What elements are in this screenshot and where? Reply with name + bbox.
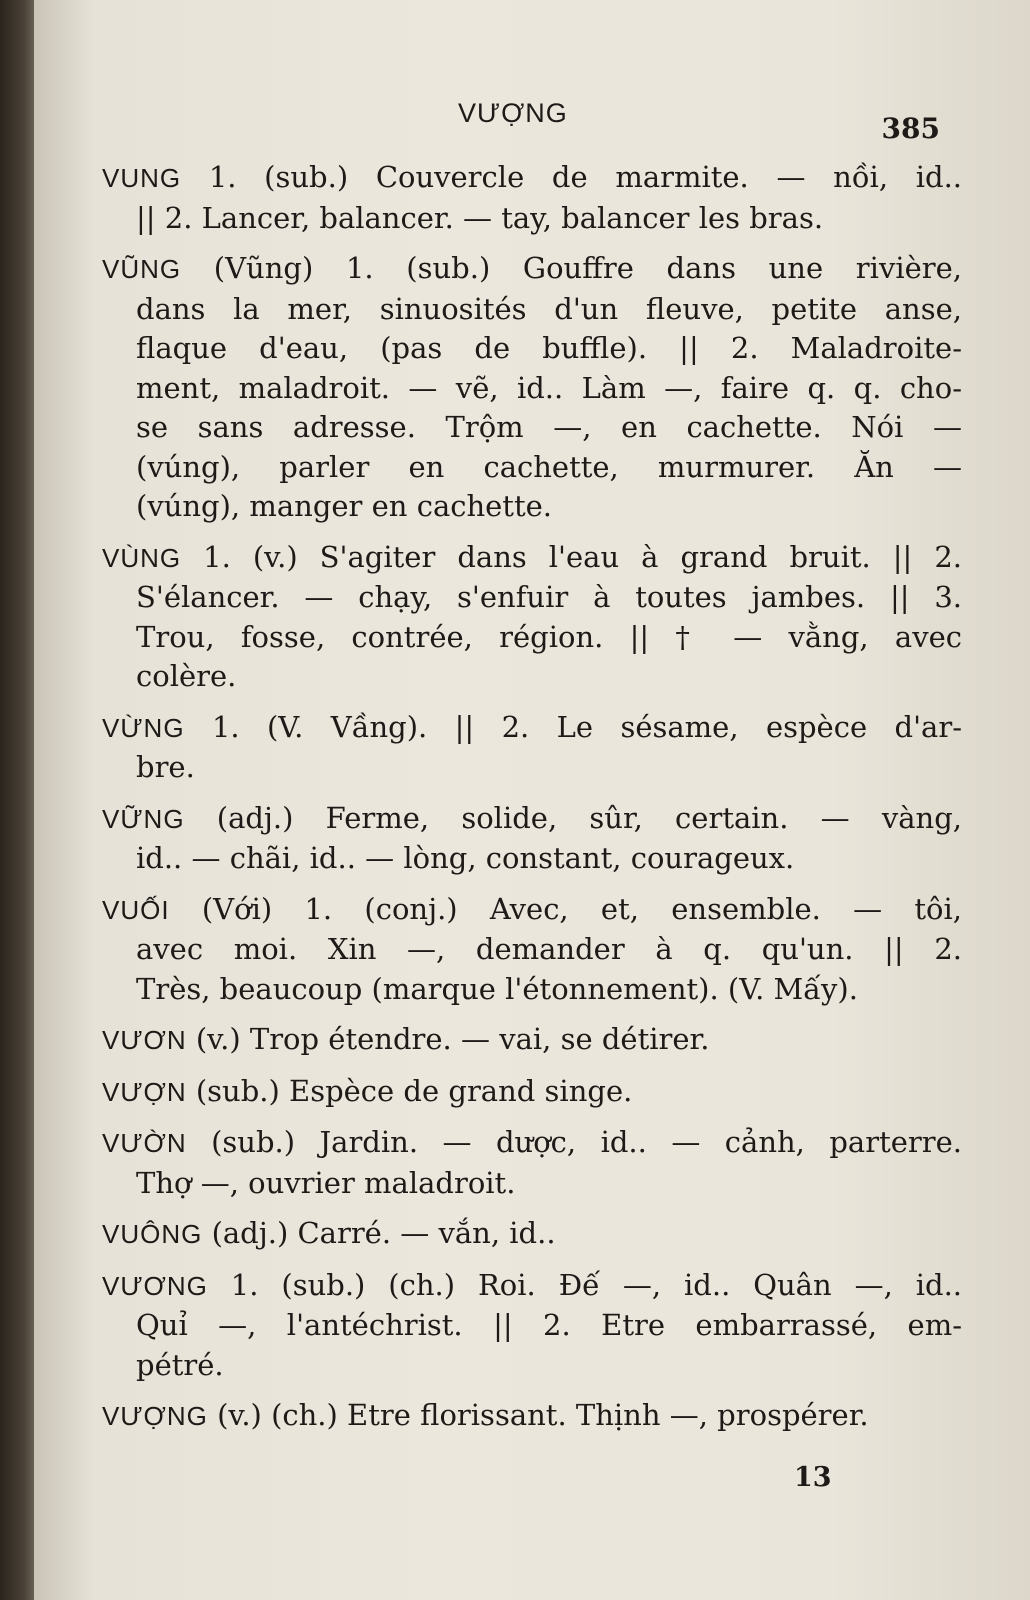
dictionary-entry: [102, 708, 962, 788]
entry-first-line: [102, 890, 962, 931]
running-head: VƯỢNG: [458, 98, 568, 128]
entry-text: dans la mer, sinuosités d'un fleuve, petite anse,: [136, 291, 962, 326]
entry-text: Trou, fosse, contrée, région. || † — vằng, avec: [136, 619, 962, 654]
entry-text: (sub.) Jardin. — dược, id.. — cảnh, parterre.: [211, 1125, 962, 1159]
entry-text: (Vũng) 1. (sub.) Gouffre dans une rivière,: [213, 251, 963, 285]
entry-text: Thợ —, ouvrier maladroit.: [136, 1165, 516, 1200]
entry-continuation-line: [102, 329, 962, 369]
entry-headword: VỮNG: [102, 803, 185, 834]
entry-first-line: [102, 1072, 962, 1113]
entry-continuation-line: [102, 618, 962, 658]
entry-first-line: [102, 1396, 962, 1437]
entry-headword: VƯỢN: [102, 1076, 187, 1107]
entry-continuation-line: [102, 369, 962, 409]
entry-continuation-line: [102, 408, 962, 448]
dictionary-entry: [102, 249, 962, 527]
entry-first-line: [102, 708, 962, 749]
dictionary-entry: [102, 1020, 962, 1061]
entry-continuation-line: [102, 578, 962, 618]
entry-text: 1. (sub.) Couvercle de marmite. — nồi, id..: [208, 160, 963, 194]
entry-text: (v.) Trop étendre. — vai, se détirer.: [195, 1022, 710, 1056]
dictionary-entry: [102, 1214, 962, 1255]
dictionary-entry: [102, 1266, 962, 1386]
entry-continuation-line: [102, 970, 962, 1010]
entry-text: (sub.) Espèce de grand singe.: [195, 1073, 633, 1108]
dictionary-entry: [102, 890, 962, 1010]
entry-continuation-line: [102, 1346, 962, 1386]
entry-text: (adj.) Ferme, solide, sûr, certain. — vàng,: [216, 800, 962, 835]
entry-text: S'élancer. — chạy, s'enfuir à toutes jambes. || 3.: [136, 580, 962, 614]
entry-text: Très, beaucoup (marque l'étonnement). (V. Mấy).: [136, 971, 858, 1006]
dictionary-entry: [102, 538, 962, 697]
entry-headword: VUÔNG: [102, 1219, 203, 1249]
entry-continuation-line: [102, 657, 962, 697]
entry-text: || 2. Lancer, balancer. — tay, balancer les bras.: [136, 200, 824, 235]
dictionary-entry: [102, 1123, 962, 1203]
signature-mark: 13: [794, 1462, 832, 1493]
entry-text: colère.: [136, 659, 237, 693]
entry-text: 1. (v.) S'agiter dans l'eau à grand bruit. || 2.: [203, 539, 962, 574]
entry-text: 1. (sub.) (ch.) Roi. Đế —, id.. Quân —, id..: [230, 1267, 963, 1302]
entry-text: (adj.) Carré. — vắn, id..: [211, 1216, 556, 1250]
dictionary-page: [34, 0, 1030, 1600]
entry-continuation-line: [102, 290, 962, 330]
entry-text: (vúng), parler en cachette, murmurer. Ăn —: [136, 449, 962, 484]
entry-first-line: [102, 158, 962, 199]
entry-list: [102, 158, 962, 1448]
entry-first-line: [102, 1266, 962, 1307]
entry-text: avec moi. Xin —, demander à q. qu'un. || 2.: [136, 932, 962, 966]
entry-text: se sans adresse. Trộm —, en cachette. Nói —: [136, 410, 962, 444]
entry-headword: VÙNG: [102, 542, 182, 573]
entry-first-line: [102, 249, 962, 290]
entry-first-line: [102, 799, 962, 840]
dictionary-entry: [102, 158, 962, 238]
page-number: 385: [881, 112, 940, 145]
dictionary-entry: [102, 1072, 962, 1113]
entry-text: (vúng), manger en cachette.: [136, 489, 552, 523]
entry-headword: VŨNG: [102, 254, 182, 284]
entry-headword: VUỐI: [102, 894, 170, 925]
entry-text: (v.) (ch.) Etre florissant. Thịnh —, prospérer.: [217, 1398, 869, 1432]
entry-text: id.. — chãi, id.. — lòng, constant, courageux.: [136, 841, 795, 875]
entry-continuation-line: [102, 487, 962, 527]
entry-continuation-line: [102, 1306, 962, 1346]
entry-text: (Với) 1. (conj.) Avec, et, ensemble. — tôi,: [201, 891, 963, 926]
entry-text: Quỉ —, l'antéchrist. || 2. Etre embarrassé, em-: [136, 1308, 962, 1342]
entry-headword: VƯỜN: [102, 1128, 187, 1158]
entry-continuation-line: [102, 839, 962, 879]
entry-text: ment, maladroit. — vẽ, id.. Làm —, faire q. q. cho-: [136, 370, 962, 405]
entry-headword: VỪNG: [102, 712, 185, 743]
entry-text: bre.: [136, 750, 195, 784]
entry-headword: VUNG: [102, 163, 182, 193]
entry-continuation-line: [102, 930, 962, 970]
entry-first-line: [102, 1020, 962, 1061]
entry-first-line: [102, 1214, 962, 1255]
dictionary-entry: [102, 1396, 962, 1437]
entry-first-line: [102, 538, 962, 579]
entry-continuation-line: [102, 748, 962, 788]
dictionary-entry: [102, 799, 962, 879]
entry-headword: VƯỢNG: [102, 1401, 208, 1431]
page-header: [34, 98, 1030, 145]
entry-text: flaque d'eau, (pas de buffle). || 2. Maladroite-: [136, 331, 962, 365]
entry-continuation-line: [102, 448, 962, 488]
entry-text: 1. (V. Vầng). || 2. Le sésame, espèce d'ar-: [211, 709, 962, 744]
entry-first-line: [102, 1123, 962, 1164]
entry-text: pétré.: [136, 1347, 224, 1382]
entry-headword: VƯƠNG: [102, 1270, 208, 1301]
entry-headword: VƯƠN: [102, 1025, 187, 1055]
entry-continuation-line: [102, 199, 962, 239]
entry-continuation-line: [102, 1164, 962, 1204]
